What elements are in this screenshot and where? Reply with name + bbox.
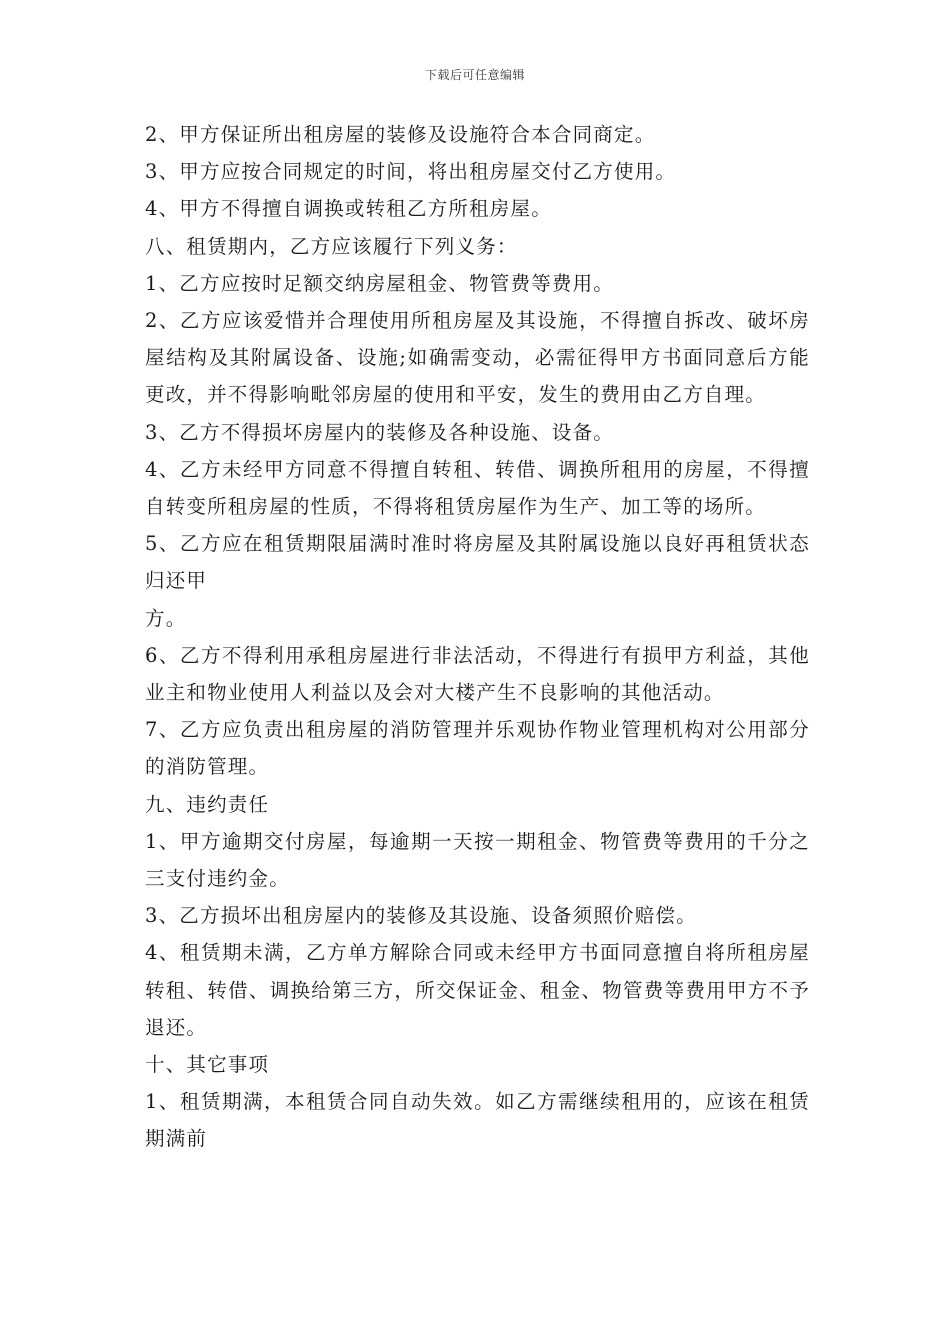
- paragraph: 3、乙方损坏出租房屋内的装修及其设施、设备须照价赔偿。: [145, 904, 697, 928]
- page-header: 下载后可任意编辑: [424, 68, 525, 82]
- paragraph: 2、甲方保证所出租房屋的装修及设施符合本合同商定。: [145, 123, 656, 146]
- document-body: [145, 116, 810, 1158]
- paragraph: 4、乙方未经甲方同意不得擅自转租、转借、调换所租用的房屋，不得擅自转变所租房屋的性质，不得将租赁房屋作为生产、加工等的场所。: [145, 457, 810, 519]
- section-heading: 十、其它事项: [145, 1053, 270, 1077]
- paragraph: 2、乙方应该爱惜并合理使用所租房屋及其设施，不得擅自拆改、破坏房屋结构及其附属设备、设施;如确需变动，必需征得甲方书面同意后方能更改，并不得影响毗邻房屋的使用和平安，发生的费用由乙方自理。: [145, 309, 810, 407]
- section-heading: 八、租赁期内，乙方应该履行下列义务：: [145, 234, 518, 258]
- paragraph: 4、租赁期未满，乙方单方解除合同或未经甲方书面同意擅自将所租房屋转租、转借、调换给第三方，所交保证金、租金、物管费等费用甲方不予退还。: [145, 941, 810, 1039]
- paragraph: 3、乙方不得损坏房屋内的装修及各种设施、设备。: [145, 420, 615, 444]
- paragraph: 1、乙方应按时足额交纳房屋租金、物管费等费用。: [145, 271, 615, 295]
- paragraph: 方。: [145, 606, 187, 630]
- paragraph: 3、甲方应按合同规定的时间，将出租房屋交付乙方使用。: [145, 160, 677, 184]
- paragraph: 6、乙方不得利用承租房屋进行非法活动，不得进行有损甲方利益，其他业主和物业使用人利益以及会对大楼产生不良影响的其他活动。: [145, 643, 810, 705]
- section-heading: 九、违约责任: [145, 792, 270, 816]
- paragraph: 1、甲方逾期交付房屋，每逾期一天按一期租金、物管费等费用的千分之三支付违约金。: [145, 829, 810, 891]
- paragraph: 5、乙方应在租赁期限届满时准时将房屋及其附属设施以良好再租赁状态归还甲: [145, 532, 810, 593]
- paragraph: 1、租赁期满，本租赁合同自动失效。如乙方需继续租用的，应该在租赁期满前: [145, 1090, 810, 1151]
- paragraph: 4、甲方不得擅自调换或转租乙方所租房屋。: [145, 197, 552, 221]
- paragraph: 7、乙方应负责出租房屋的消防管理并乐观协作物业管理机构对公用部分的消防管理。: [145, 718, 810, 779]
